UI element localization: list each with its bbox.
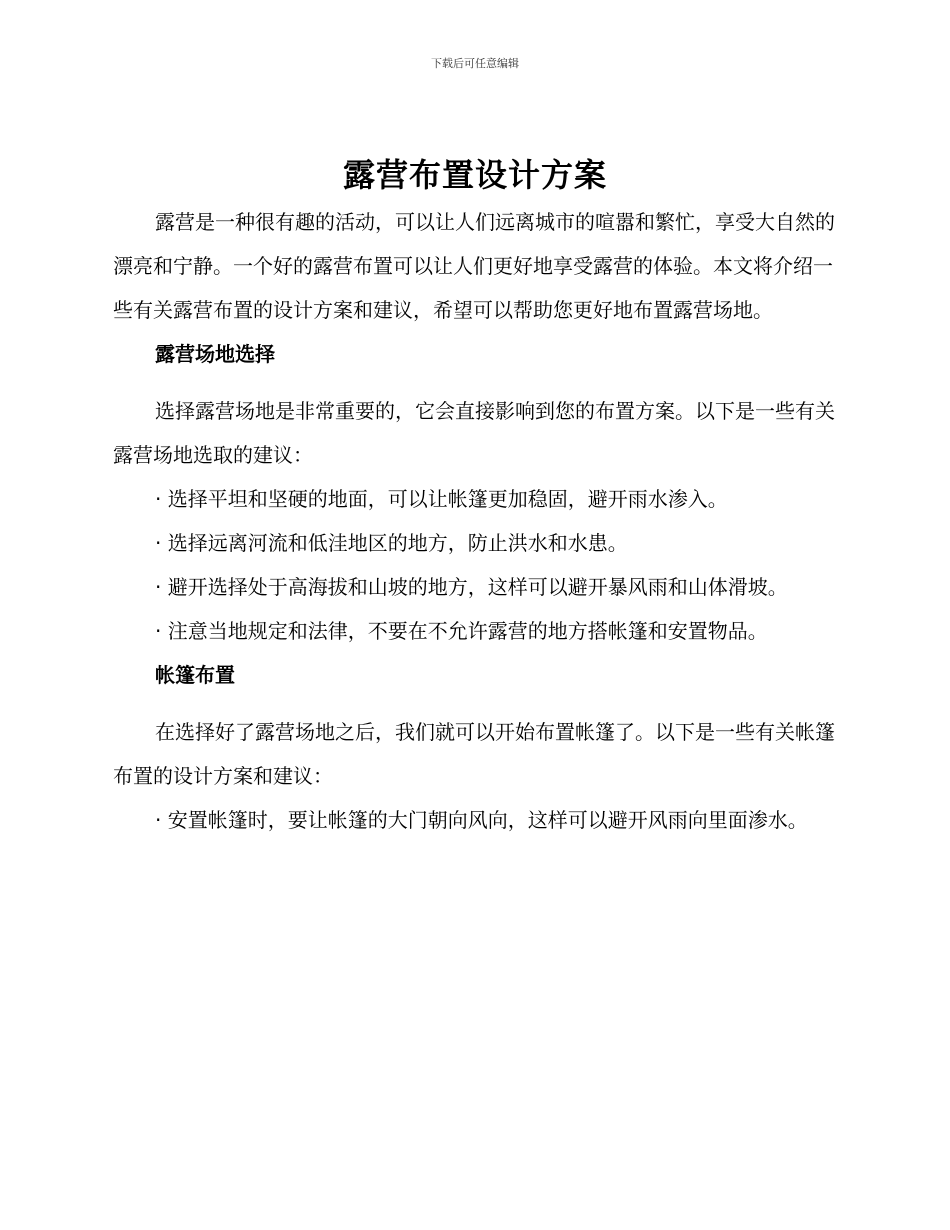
section-intro-tent-layout: 在选择好了露营场地之后，我们就可以开始布置帐篷了。以下是一些有关帐篷布置的设计方案和建议：: [113, 720, 835, 788]
bullet-item: · 安置帐篷时，要让帐篷的大门朝向风向，这样可以避开风雨向里面渗水。: [155, 808, 808, 832]
section-heading-site-selection: 露营场地选择: [155, 342, 275, 366]
bullet-item: · 选择远离河流和低洼地区的地方，防止洪水和水患。: [155, 531, 628, 555]
bullet-item: · 注意当地规定和法律，不要在不允许露营的地方搭帐篷和安置物品。: [155, 619, 768, 643]
bullet-item: · 避开选择处于高海拔和山坡的地方，这样可以避开暴风雨和山体滑坡。: [155, 575, 788, 599]
header-note: 下载后可任意编辑: [431, 57, 519, 70]
section-intro-site-selection: 选择露营场地是非常重要的，它会直接影响到您的布置方案。以下是一些有关露营场地选取的建议：: [113, 399, 835, 467]
bullet-item: · 选择平坦和坚硬的地面，可以让帐篷更加稳固，避开雨水渗入。: [155, 487, 728, 511]
document-title: 露营布置设计方案: [342, 156, 607, 194]
section-heading-tent-layout: 帐篷布置: [155, 663, 235, 687]
intro-paragraph: 露营是一种很有趣的活动，可以让人们远离城市的喧嚣和繁忙，享受大自然的漂亮和宁静。一个好的露营布置可以让人们更好地享受露营的体验。本文将介绍一些有关露营布置的设计方案和建议，希望可以帮助您更好地布置露营场地。: [113, 210, 835, 322]
document-body: [113, 200, 835, 842]
